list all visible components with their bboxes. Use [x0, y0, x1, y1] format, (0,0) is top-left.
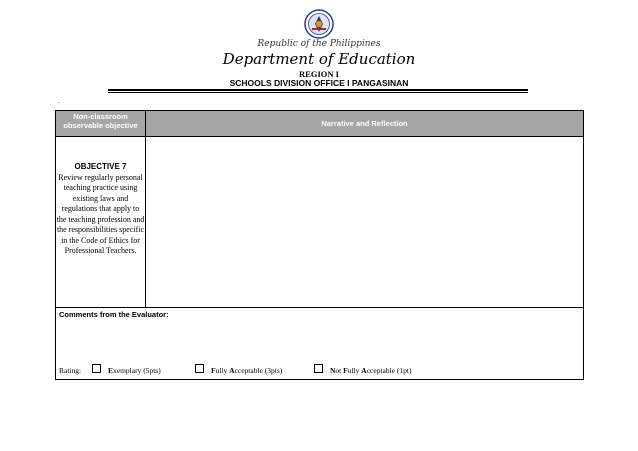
objective-cell: [55, 136, 146, 308]
option-not-fully-acceptable: Not Fully Acceptable (1pt): [330, 366, 412, 375]
objective-table: [55, 110, 584, 308]
department-heading: Department of Education: [222, 50, 416, 68]
objective-description: Review regularly personal teaching practice using existing laws and regulations that apply to the teaching profession and the responsibilities specific in the Code of Ethics for Professional Teachers.: [56, 172, 145, 255]
stray-marker: .: [58, 97, 60, 105]
checkbox-not-fully-acceptable[interactable]: [314, 364, 323, 373]
rating-label: Rating:: [59, 366, 82, 375]
header-rule-thin: [108, 92, 528, 93]
objective-title: OBJECTIVE 7: [74, 162, 127, 171]
comments-label: Comments from the Evaluator:: [59, 310, 169, 319]
division-heading: SCHOOLS DIVISION OFFICE I PANGASINAN: [229, 78, 409, 88]
option-exemplary: Exemplary (5pts): [108, 366, 161, 375]
republic-heading: Republic of the Philippines: [257, 39, 381, 49]
column-header-objective: Non-classroom observable objective: [55, 110, 146, 137]
region-heading: REGION I: [299, 69, 339, 79]
checkbox-exemplary[interactable]: [92, 364, 101, 373]
header-rule-thick: [108, 89, 528, 91]
option-fully-acceptable: Fully Acceptable (3pts): [211, 366, 283, 375]
deped-seal-logo: [304, 9, 334, 39]
column-header-narrative: Narrative and Reflection: [145, 110, 584, 137]
narrative-cell[interactable]: [145, 136, 584, 308]
checkbox-fully-acceptable[interactable]: [195, 364, 204, 373]
